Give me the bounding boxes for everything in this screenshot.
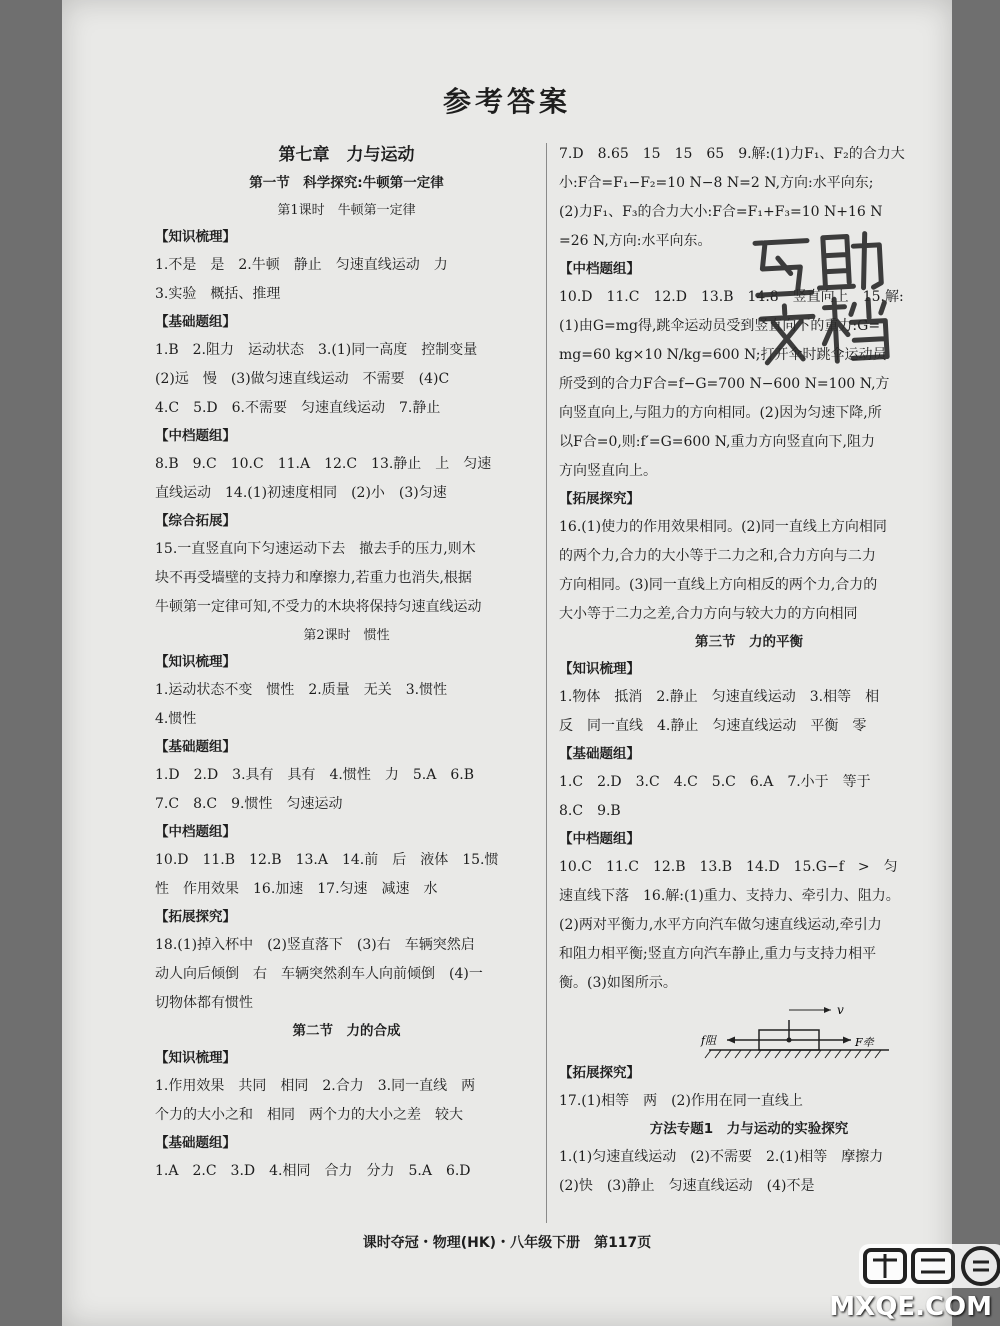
block-label: 【中档题组】 bbox=[155, 824, 236, 840]
answer-line: 10.D 11.B 12.B 13.A 14.前 后 液体 15.惯 bbox=[155, 852, 499, 868]
answer-line: 1.作用效果 共同 相同 2.合力 3.同一直线 两 bbox=[155, 1078, 476, 1094]
label-f-resist: f阻 bbox=[701, 1034, 717, 1047]
answer-line: 和阻力相平衡;竖直方向汽车静止,重力与支持力相平 bbox=[559, 946, 877, 962]
answer-line: 7.C 8.C 9.惯性 匀速运动 bbox=[155, 796, 343, 812]
block-label: 【基础题组】 bbox=[559, 746, 640, 762]
answer-circle-logo bbox=[857, 1240, 1000, 1292]
column-divider bbox=[546, 143, 547, 1223]
answer-line: 所受到的合力F合=f−G=700 N−600 N=100 N,方 bbox=[559, 376, 890, 392]
answer-line: 1.A 2.C 3.D 4.相同 合力 分力 5.A 6.D bbox=[155, 1163, 471, 1179]
block-label: 【中档题组】 bbox=[155, 428, 236, 444]
answer-line: 1.B 2.阻力 运动状态 3.(1)同一高度 控制变量 bbox=[155, 342, 478, 358]
answer-page bbox=[62, 0, 952, 1326]
answer-line: 17.(1)相等 两 (2)作用在同一直线上 bbox=[559, 1093, 803, 1109]
answer-line: 1.C 2.D 3.C 4.C 5.C 6.A 7.小于 等于 bbox=[559, 774, 871, 790]
label-f-traction: F牵 bbox=[855, 1036, 874, 1049]
answer-line: 块不再受墙壁的支持力和摩擦力,若重力也消失,根据 bbox=[155, 570, 472, 586]
answer-line: (1)由G=mg得,跳伞运动员受到竖直向下的重力:G= bbox=[559, 318, 881, 334]
answer-line: 15.一直竖直向下匀速运动下去 撤去手的压力,则木 bbox=[155, 541, 476, 557]
answer-line: 以F合=0,则:f′=G=600 N,重力方向竖直向下,阻力 bbox=[559, 434, 875, 450]
block-label: 【拓展探究】 bbox=[155, 909, 236, 925]
page-footer: 课时夺冠・物理(HK)・八年级下册 第117页 bbox=[362, 1235, 652, 1251]
answer-line: 8.B 9.C 10.C 11.A 12.C 13.静止 上 匀速 bbox=[155, 456, 492, 472]
answer-line: 向竖直向上,与阻力的方向相同。(2)因为匀速下降,所 bbox=[559, 405, 882, 421]
page-title: 参考答案 bbox=[442, 85, 571, 118]
answer-line: 直线运动 14.(1)初速度相同 (2)小 (3)匀速 bbox=[155, 485, 447, 501]
block-label: 【拓展探究】 bbox=[559, 491, 640, 507]
answer-line: 16.(1)使力的作用效果相同。(2)同一直线上方向相同 bbox=[559, 519, 887, 535]
answer-line: 8.C 9.B bbox=[559, 803, 621, 819]
block-label: 【拓展探究】 bbox=[559, 1065, 640, 1081]
section-heading: 第一节 科学探究:牛顿第一定律 bbox=[249, 175, 444, 191]
label-v: v bbox=[837, 1003, 844, 1017]
block-label: 【知识梳理】 bbox=[559, 661, 640, 677]
section-heading: 第三节 力的平衡 bbox=[695, 634, 803, 650]
answer-line: (2)力F₁、F₃的合力大小:F合=F₁+F₃=10 N+16 N bbox=[559, 204, 883, 220]
answer-line: 1.运动状态不变 惯性 2.质量 无关 3.惯性 bbox=[155, 682, 448, 698]
block-label: 【基础题组】 bbox=[155, 314, 236, 330]
answer-line: 的两个力,合力的大小等于二力之和,合力方向与二力 bbox=[559, 548, 876, 564]
answer-line: (2)远 慢 (3)做匀速直线运动 不需要 (4)C bbox=[155, 371, 450, 387]
answer-line: 切物体都有惯性 bbox=[155, 995, 253, 1011]
answer-line: 衡。(3)如图所示。 bbox=[559, 975, 677, 991]
watermark-url: MXQE.COM bbox=[829, 1292, 992, 1322]
answer-line: 大小等于二力之差,合力方向与较大力的方向相同 bbox=[559, 606, 858, 622]
answer-line: 18.(1)掉入杯中 (2)竖直落下 (3)右 车辆突然启 bbox=[155, 937, 475, 953]
left-column bbox=[155, 140, 538, 1186]
answer-line: 性 作用效果 16.加速 17.匀速 减速 水 bbox=[155, 881, 438, 897]
answer-line: 个力的大小之和 相同 两个力的大小之差 较大 bbox=[155, 1107, 463, 1123]
block-label: 【中档题组】 bbox=[559, 831, 640, 847]
answer-line: 7.D 8.65 15 15 65 9.解:(1)力F₁、F₂的合力大 bbox=[559, 146, 905, 162]
answer-line: 1.不是 是 2.牛顿 静止 匀速直线运动 力 bbox=[155, 257, 448, 273]
answer-line: 10.C 11.C 12.B 13.B 14.D 15.G−f > 匀 bbox=[559, 859, 898, 875]
answer-line: (2)快 (3)静止 匀速直线运动 (4)不是 bbox=[559, 1178, 815, 1194]
answer-line: 牛顿第一定律可知,不受力的木块将保持匀速直线运动 bbox=[155, 599, 482, 615]
lesson-heading: 第2课时 惯性 bbox=[303, 628, 390, 643]
block-label: 【基础题组】 bbox=[155, 1135, 236, 1151]
answer-line: 1.D 2.D 3.具有 具有 4.惯性 力 5.A 6.B bbox=[155, 767, 474, 783]
answer-line: 小:F合=F₁−F₂=10 N−8 N=2 N,方向:水平向东; bbox=[559, 175, 874, 191]
answer-line: 3.实验 概括、推理 bbox=[155, 286, 281, 302]
answer-line: (2)两对平衡力,水平方向汽车做匀速直线运动,牵引力 bbox=[559, 917, 882, 933]
section-heading: 方法专题1 力与运动的实验探究 bbox=[649, 1121, 849, 1137]
block-label: 【知识梳理】 bbox=[155, 654, 236, 670]
section-heading: 第二节 力的合成 bbox=[292, 1023, 401, 1039]
block-label: 【中档题组】 bbox=[559, 261, 640, 277]
lesson-heading: 第1课时 牛顿第一定律 bbox=[277, 203, 416, 218]
answer-line: 动人向后倾倒 右 车辆突然刹车人向前倾倒 (4)一 bbox=[155, 966, 483, 982]
block-label: 【基础题组】 bbox=[155, 739, 236, 755]
block-label: 【综合拓展】 bbox=[155, 513, 236, 529]
force-diagram-svg bbox=[559, 998, 939, 1060]
answer-line: 1.物体 抵消 2.静止 匀速直线运动 3.相等 相 bbox=[559, 689, 880, 705]
answer-line: =26 N,方向:水平向东。 bbox=[559, 233, 712, 249]
block-label: 【知识梳理】 bbox=[155, 229, 236, 245]
answer-line: 方向竖直向上。 bbox=[559, 463, 657, 479]
answer-line: 4.C 5.D 6.不需要 匀速直线运动 7.静止 bbox=[155, 400, 441, 416]
force-diagram bbox=[559, 998, 939, 1060]
answer-line: 10.D 11.C 12.D 13.B 14.8 竖直向上 15.解: bbox=[559, 289, 904, 305]
answer-line: 1.(1)匀速直线运动 (2)不需要 2.(1)相等 摩擦力 bbox=[559, 1149, 884, 1165]
watermark-stamp bbox=[746, 224, 893, 371]
answer-line: 4.惯性 bbox=[155, 711, 197, 727]
chapter-heading: 第七章 力与运动 bbox=[278, 145, 415, 165]
block-label: 【知识梳理】 bbox=[155, 1050, 236, 1066]
answer-line: 方向相同。(3)同一直线上方向相反的两个力,合力的 bbox=[559, 577, 878, 593]
answer-line: mg=60 kg×10 N/kg=600 N;打开伞时跳伞运动员 bbox=[559, 347, 887, 363]
answer-line: 反 同一直线 4.静止 匀速直线运动 平衡 零 bbox=[559, 718, 867, 734]
answer-line: 速直线下落 16.解:(1)重力、支持力、牵引力、阻力。 bbox=[559, 888, 900, 904]
